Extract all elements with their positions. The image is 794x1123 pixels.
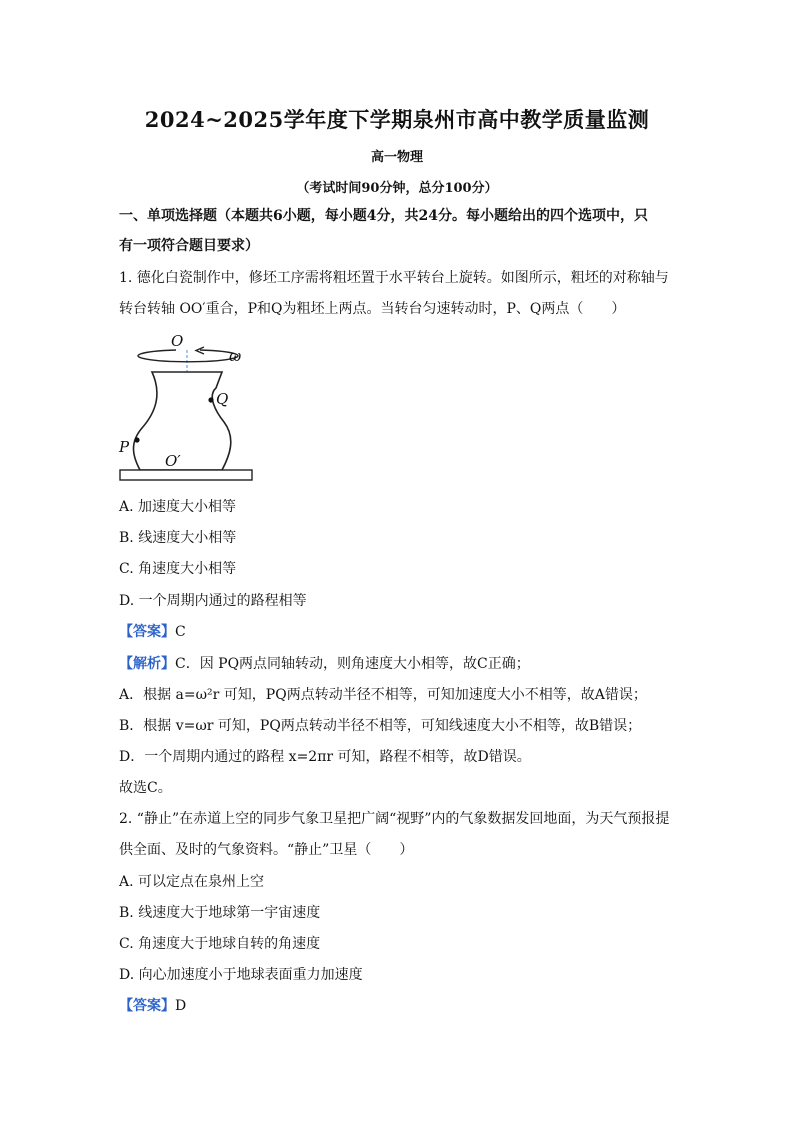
answer-value: C — [175, 624, 186, 640]
label-o-prime: O′ — [165, 452, 181, 470]
q1-analysis — [119, 654, 530, 674]
q1-option-c: C. 角速度大小相等 — [119, 561, 237, 577]
q1-option-b: B. 线速度大小相等 — [119, 530, 237, 546]
section-heading-cont: 有一项符合题目要求） — [119, 238, 259, 254]
label-omega: ω — [229, 347, 242, 365]
pottery-diagram — [112, 330, 262, 490]
pottery-wheel-figure — [112, 330, 262, 490]
point-p — [134, 437, 139, 442]
q1-analysis-line: 故选C。 — [119, 780, 172, 796]
q2-option-a: A. 可以定点在泉州上空 — [119, 874, 265, 890]
q2-option-d: D. 向心加速度小于地球表面重力加速度 — [119, 967, 363, 983]
page-title: 2024~2025学年度下学期泉州市高中教学质量监测 — [144, 107, 650, 132]
section-heading: 一、单项选择题（本题共6小题，每小题4分，共24分。每小题给出的四个选项中，只 — [119, 208, 648, 224]
q1-analysis-line: A．根据 a=ω²r 可知，PQ两点转动半径不相等，可知加速度大小不相等，故A错误； — [119, 687, 647, 703]
q1-option-a: A. 加速度大小相等 — [119, 499, 237, 515]
label-q: Q — [216, 390, 229, 408]
exam-info: （考试时间90分钟，总分100分） — [296, 181, 498, 196]
q1-stem: 1. 德化白瓷制作中，修坯工序需将粗坯置于水平转台上旋转。如图所示，粗坯的对称轴与 — [119, 270, 669, 286]
subject-title: 高一物理 — [370, 150, 423, 165]
rotation-arrow — [138, 350, 238, 362]
label-p: P — [119, 438, 130, 456]
q2-stem: 2. “静止”在赤道上空的同步气象卫星把广阔“视野”内的气象数据发回地面，为天气预报提 — [119, 811, 670, 827]
analysis-text: C．因 PQ两点同轴转动，则角速度大小相等，故C正确； — [175, 656, 530, 672]
q1-answer — [119, 622, 186, 642]
vase-body — [134, 372, 231, 470]
analysis-tag: 【解析】 — [119, 656, 175, 672]
answer-tag: 【答案】 — [119, 624, 175, 640]
q2-option-b: B. 线速度大于地球第一宇宙速度 — [119, 905, 321, 921]
answer-tag: 【答案】 — [119, 998, 175, 1014]
q2-answer — [119, 996, 186, 1016]
q2-stem-cont: 供全面、及时的气象资料。“静止”卫星（ ） — [119, 842, 414, 858]
turntable-base — [120, 470, 252, 480]
q2-option-c: C. 角速度大于地球自转的角速度 — [119, 936, 321, 952]
point-q — [208, 397, 213, 402]
q1-stem-cont: 转台转轴 OO′重合，P和Q为粗坯上两点。当转台匀速转动时，P、Q两点（ ） — [119, 301, 626, 317]
q1-analysis-line: D．一个周期内通过的路程 x=2πr 可知，路程不相等，故D错误。 — [119, 749, 531, 765]
label-o: O — [171, 332, 184, 350]
answer-value: D — [175, 998, 187, 1014]
q1-option-d: D. 一个周期内通过的路程相等 — [119, 593, 307, 609]
q1-analysis-line: B．根据 v=ωr 可知，PQ两点转动半径不相等，可知线速度大小不相等，故B错误； — [119, 718, 642, 734]
